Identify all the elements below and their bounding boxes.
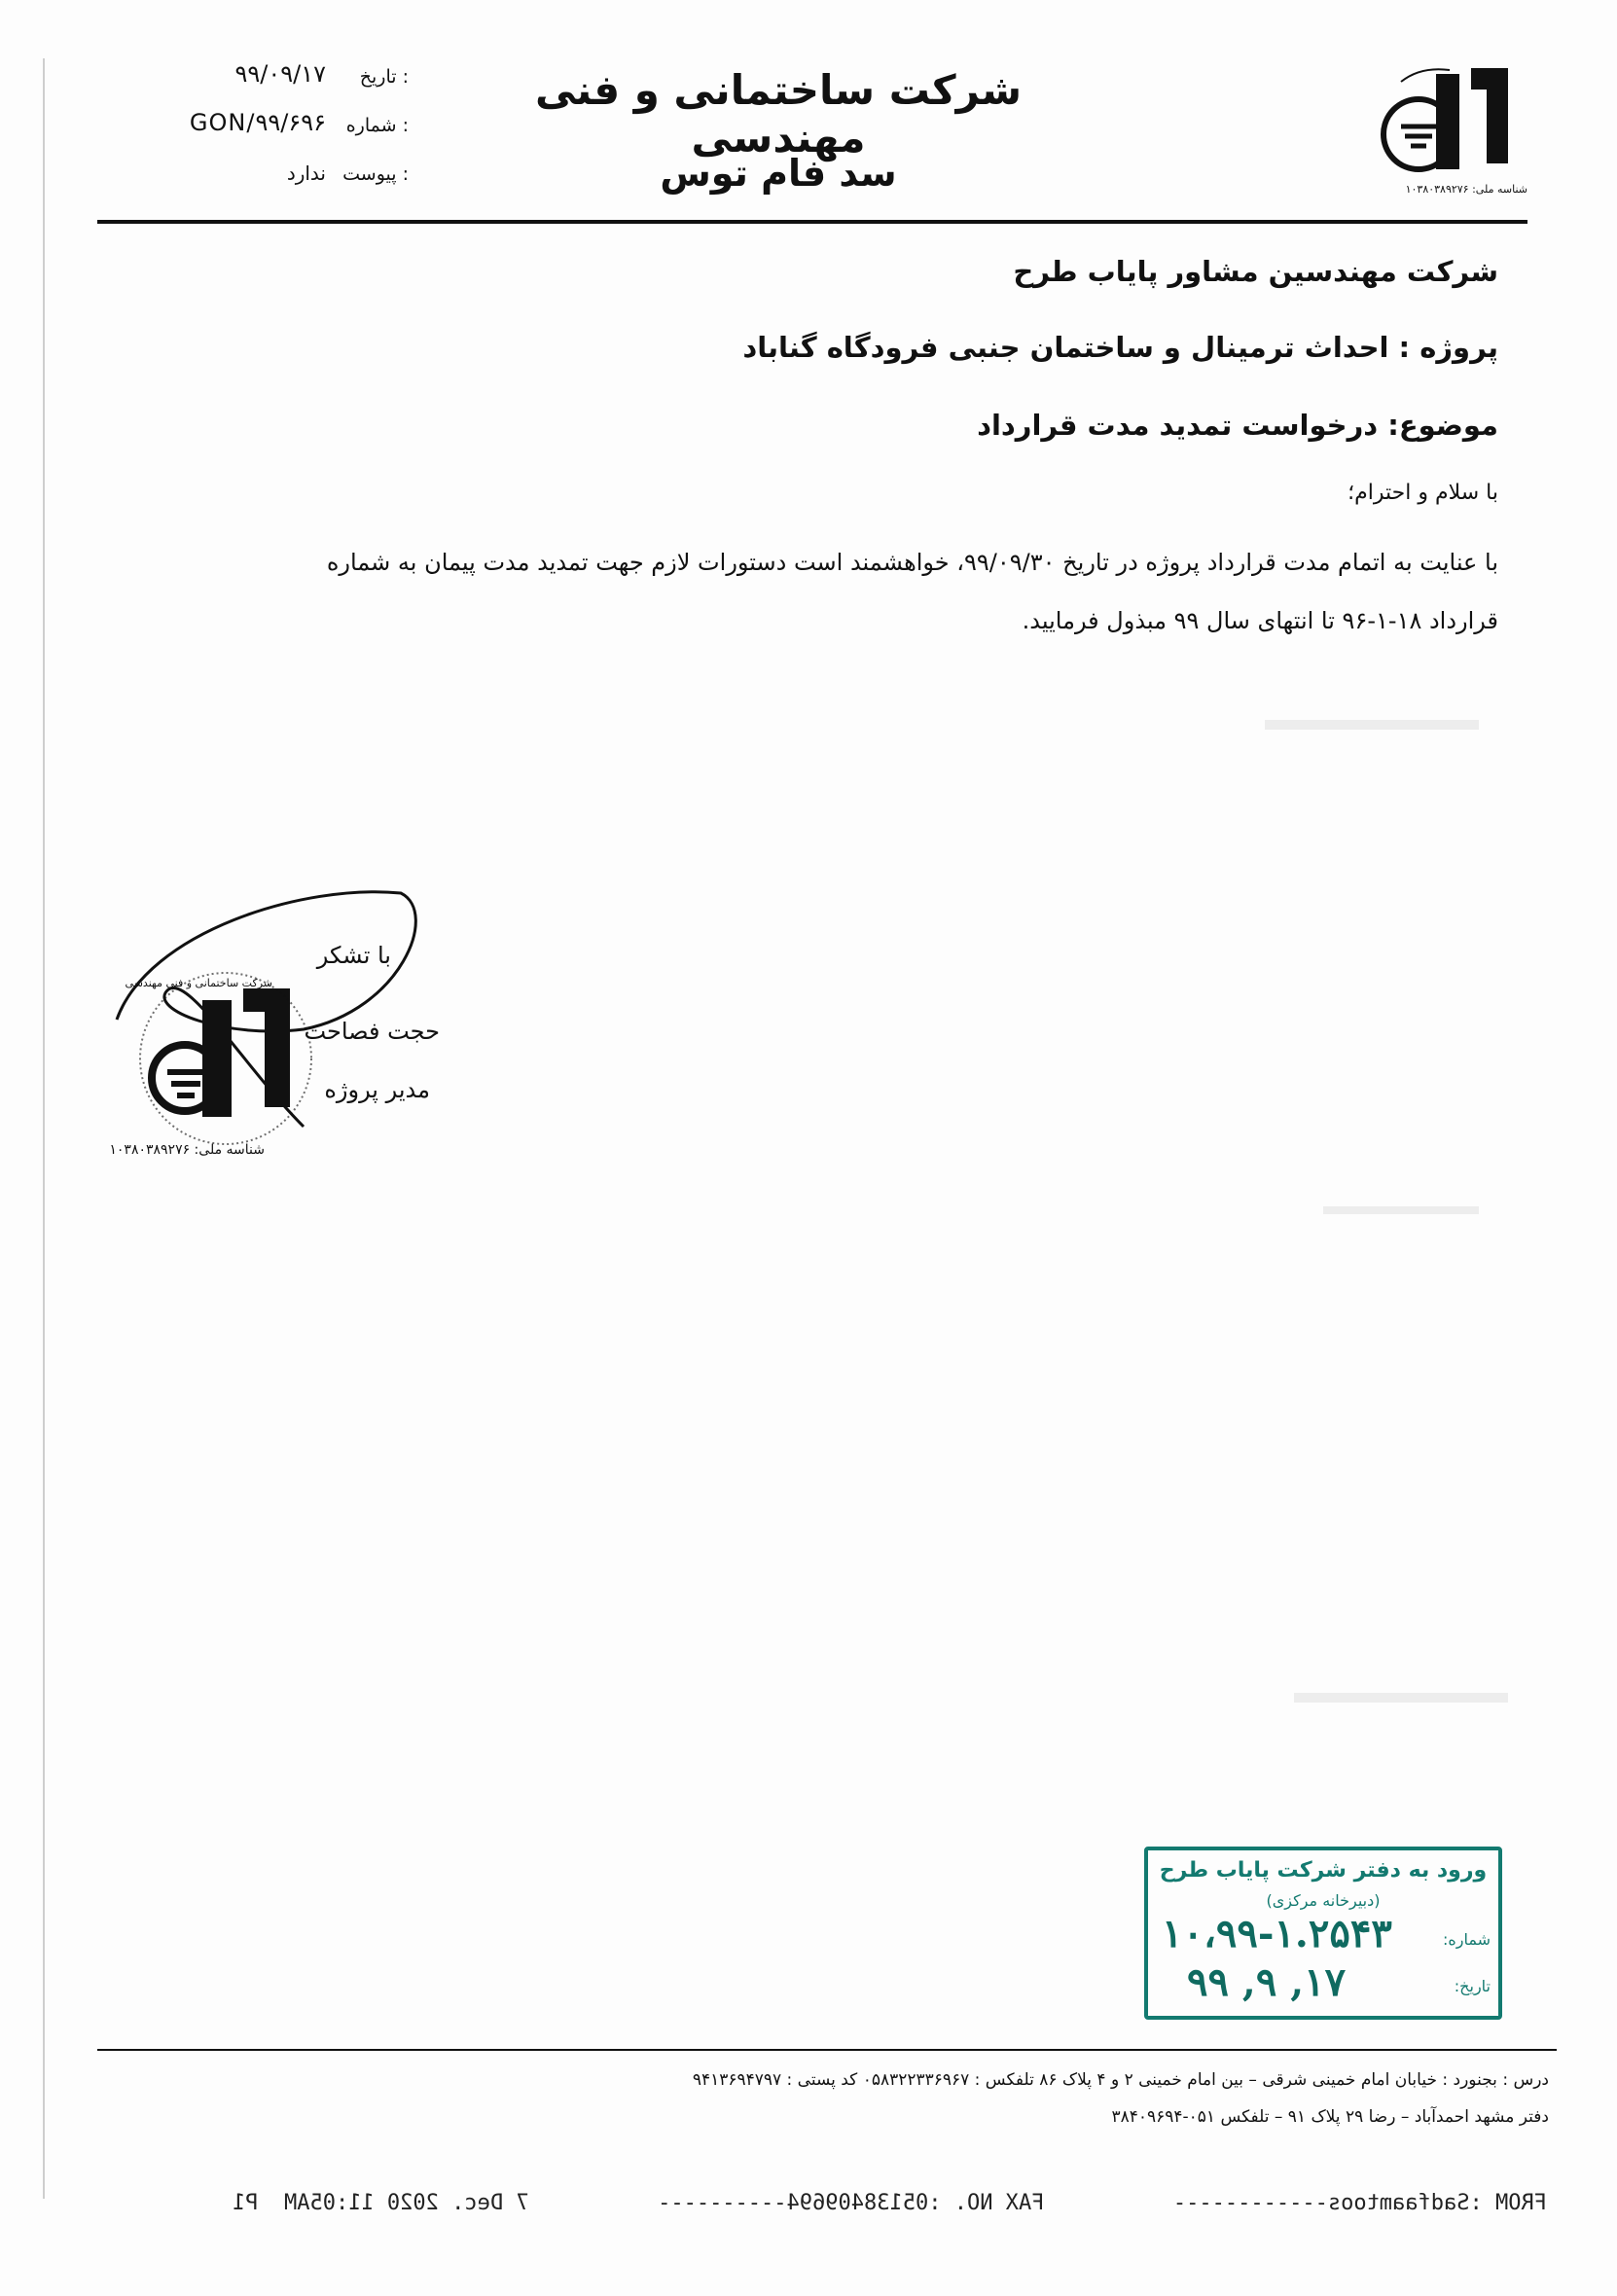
company-logo (1362, 62, 1527, 179)
greeting: با سلام و احترام؛ (1348, 481, 1498, 505)
footer-address-2: دفتر مشهد احمدآباد – رضا ۲۹ پلاک ۹۱ – تلفکس ۰۵۱-۳۸۴۰۹۶۹۴ (1111, 2107, 1549, 2127)
receipt-date-value: ۹۹ ,۹ ,۱۷ (1187, 1959, 1347, 2005)
footer-divider (97, 2049, 1557, 2051)
bleed-mark (1323, 1206, 1479, 1214)
project-line: پروژه : احداث ترمینال و ساختمان جنبی فرودگاه گناباد (742, 331, 1498, 364)
fax-header-line: FROM :Sadfaamtoos------------ FAX NO. :05138409694---------- 7 Dec. 2020 11:05AM P1 (232, 2191, 1547, 2215)
receipt-stamp-title: ورود به دفتر شرکت پایاب طرح (1159, 1858, 1488, 1883)
body-line-2: قرارداد ۱۸-۱-۹۶ تا انتهای سال ۹۹ مبذول فرمایید. (1022, 607, 1498, 634)
receipt-stamp (1144, 1847, 1502, 2020)
attachment-label: پیوست : (342, 163, 409, 185)
receipt-number-label: شماره: (1442, 1930, 1491, 1949)
seal-id: شناسه ملی: ۱۰۳۸۰۳۸۹۲۷۶ (109, 1142, 265, 1158)
company-name: شرکت ساختمانی و فنی مهندسی (534, 66, 1023, 161)
number-row (146, 109, 409, 146)
number-label: شماره : (345, 115, 409, 136)
signer-title: مدیر پروژه (324, 1076, 430, 1103)
number-value: GON/۹۹/۶۹۶ (189, 109, 326, 136)
attachment-row (146, 158, 409, 195)
signer-name: حجت فصاحت (304, 1018, 440, 1045)
receipt-date-label: تاریخ: (1454, 1977, 1491, 1995)
scan-edge (43, 58, 45, 2199)
bleed-mark (1265, 720, 1479, 730)
receipt-stamp-subtitle: (دبیرخانه مرکزی) (1266, 1891, 1381, 1910)
signature-block (109, 874, 440, 1185)
date-row (146, 60, 409, 97)
attachment-value: ندارد (286, 161, 326, 185)
company-seal (140, 973, 311, 1144)
recipient: شرکت مهندسین مشاور پایاب طرح (1013, 255, 1498, 288)
company-subname: سد فام توس (660, 152, 897, 195)
date-value: ۹۹/۰۹/۱۷ (234, 60, 326, 88)
bleed-mark (1294, 1693, 1508, 1703)
header-divider (97, 220, 1527, 224)
receipt-number-value: ۱۰،۹۹-۱.۲۵۴۳ (1162, 1911, 1392, 1956)
date-label: تاریخ : (359, 66, 409, 88)
subject-line: موضوع: درخواست تمدید مدت قرارداد (977, 409, 1498, 442)
footer-address-1: درس : بجنورد : خیابان امام خمینی شرقی – بین امام خمینی ۲ و ۴ پلاک ۸۶ تلفکس : ۰۵۸۳۲۲۳۳۶۹۶۷ کد پستی : ۹۴۱۳۶۹۴۷۹۷ (692, 2070, 1549, 2090)
seal-text: شرکت ساختمانی و فنی مهندسی (125, 977, 272, 989)
body-line-1: با عنایت به اتمام مدت قرارداد پروژه در تاریخ ۹۹/۰۹/۳۰، خواهشمند است دستورات لازم جهت تمدید مدت پیمان به شماره (326, 549, 1498, 576)
signature-thanks: با تشکر (316, 942, 391, 969)
logo-id-text: شناسه ملی: ۱۰۳۸۰۳۸۹۲۷۶ (1405, 183, 1527, 196)
